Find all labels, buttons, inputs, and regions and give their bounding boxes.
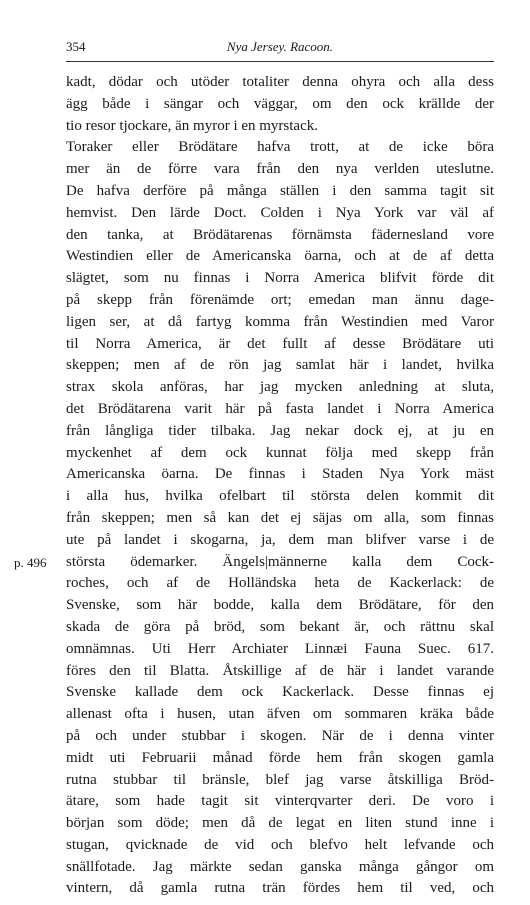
text-line: hemvist. Den lärde Doct. Colden i Nya York var väl af bbox=[66, 204, 494, 221]
text-line: största ödemarker. Ängels|männerne kalla dem Cock- bbox=[66, 553, 494, 570]
text-line: mer än de förre vara från den nya verlden uteslutne. bbox=[66, 161, 494, 178]
text-line: Svenske, som här bodde, kalla dem Brödätare, för den bbox=[66, 597, 494, 614]
running-title: Nya Jersey. Racoon. bbox=[226, 39, 334, 54]
text-line: slägtet, som nu finnas i Norra America blifvit förde dit bbox=[66, 270, 494, 287]
text-line: Svenske kallade dem ock Kackerlack. Desse finnas ej bbox=[66, 684, 494, 701]
body-text bbox=[66, 72, 494, 900]
text-line: Westindien eller de Americanska öarna, och at de af detta bbox=[66, 248, 494, 265]
text-line: til Norra America, är det fullt af desse Brödätare uti bbox=[66, 335, 494, 352]
text-line: på och under stubbar i skogen. När de i denna vinter bbox=[66, 727, 494, 744]
text-line: föres den til Blatta. Åtskillige af de här i landet varande bbox=[66, 662, 494, 679]
page-header bbox=[66, 37, 494, 57]
text-line: vintern, då gamla rutna trän fördes hem til ved, och bbox=[66, 880, 494, 897]
text-line: tio resor tjockare, än myror i en myrstack. bbox=[66, 117, 318, 134]
text-line: ätare, som hade tagit sit vinterqvarter deri. De voro i bbox=[66, 793, 494, 810]
text-line: kadt, dödar och utöder totaliter denna ohyra och alla dess bbox=[66, 74, 494, 90]
text-line: skeppen; men af de rön jag samlat här i landet, hvilka bbox=[66, 357, 494, 374]
header-rule bbox=[66, 61, 494, 62]
text-line: på skepp från förenämde ort; emedan man ännu dage- bbox=[66, 291, 494, 308]
text-line: Americanska öarna. De finnas i Staden Nya York mäst bbox=[66, 466, 494, 483]
text-line: myckenhet af dem ock kunnat följa med skepp från bbox=[66, 444, 494, 461]
text-line: det Brödätarena varit här på fasta landet i Norra America bbox=[66, 400, 494, 417]
text-line: Toraker eller Brödätare hafva trott, at de icke böra bbox=[66, 139, 494, 156]
text-line: De hafva derföre på många ställen i den samma tagit sit bbox=[66, 182, 494, 199]
text-line: i alla hus, hvilka ofelbart til största delen kommit dit bbox=[66, 488, 494, 505]
text-line: från långliga tider tilbaka. Jag nekar dock ej, at ju en bbox=[66, 422, 494, 439]
text-line: ägg både i sängar och väggar, om den ock krällde der bbox=[66, 95, 494, 112]
text-line: strax skola anföras, har jag mycken anledning at sluta, bbox=[66, 379, 494, 396]
text-line: ute på landet i skogarna, ja, dem man blifver varse i de bbox=[66, 531, 494, 548]
text-line: snällfotade. Jag märkte sedan ganska många gångor om bbox=[66, 858, 494, 875]
text-line: stugan, qvicknade de vid och blefvo helt lefvande och bbox=[66, 836, 494, 853]
text-line: ligen ser, at då fartyg komma från Westindien med Varor bbox=[66, 313, 494, 330]
text-line: allenast ofta i husen, utan äfven om sommaren kräka både bbox=[66, 706, 494, 723]
text-line: omnämnas. Uti Herr Archiater Linnæi Fauna Suec. 617. bbox=[66, 640, 494, 657]
text-line: skada de göra på bröd, som bekant är, och rättnu skal bbox=[66, 618, 494, 635]
text-line: midt uti Februarii månad förde hem från skogen gamla bbox=[66, 749, 494, 766]
text-line: rutna stubbar til bränsle, blef jag varse åtskilliga Bröd- bbox=[66, 771, 494, 788]
text-line: roches, och af de Holländska heta de Kackerlack: de bbox=[66, 575, 494, 592]
margin-page-reference: p. 496 bbox=[14, 555, 47, 570]
text-line: början som döde; men då de legat en liten stund inne i bbox=[66, 815, 494, 832]
page-number: 354 bbox=[66, 39, 86, 54]
text-line: från skeppen; men så kan det ej säjas om alla, som finnas bbox=[66, 509, 494, 526]
text-line: den tanka, at Brödätarenas förnämsta fädernesland vore bbox=[66, 226, 494, 243]
